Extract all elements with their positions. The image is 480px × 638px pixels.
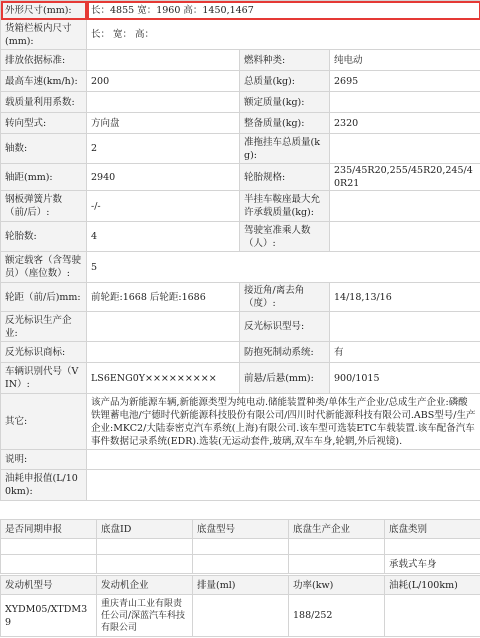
- dims-value: [87, 1, 480, 20]
- seats-label: 额定载客（含驾驶员）（座位数）:: [1, 252, 87, 283]
- seats-value: 5: [87, 252, 480, 283]
- spring-value: -/-: [87, 191, 240, 222]
- table-row: [1, 539, 480, 555]
- chassis-header-cell: 是否同期申报: [1, 520, 97, 539]
- total-mass-label: 总质量(kg):: [240, 71, 330, 92]
- chassis-header-cell: 底盘生产企业: [289, 520, 385, 539]
- refl-model-label: 反光标识型号:: [240, 312, 330, 342]
- fuel-cons-value: [87, 470, 480, 501]
- dims-row: [1, 1, 480, 20]
- table-cell: [193, 555, 289, 574]
- curb-label: 整备质量(kg):: [240, 113, 330, 134]
- table-cell: [97, 555, 193, 574]
- wheelbase-label: 轴距(mm):: [1, 164, 87, 191]
- table-cell: [193, 595, 289, 637]
- table-cell: 承载式车身: [385, 555, 480, 574]
- angle-label: 接近角/离去角（度）:: [240, 283, 330, 312]
- chassis-header-cell: 底盘型号: [193, 520, 289, 539]
- rated-load-value: [330, 92, 480, 113]
- vin-label: 车辆识别代号（VIN）:: [1, 363, 87, 394]
- wheelbase-value: 2940: [87, 164, 240, 191]
- engine-table: [0, 575, 480, 637]
- emission-label: 排放依据标准:: [1, 50, 87, 71]
- engine-header-cell: 发动机型号: [1, 576, 97, 595]
- table-cell: XYDM05/XTDM39: [1, 595, 97, 637]
- fuel-label: 燃料种类:: [240, 50, 330, 71]
- load-util-value: [87, 92, 240, 113]
- engine-header-cell: 功率(kw): [289, 576, 385, 595]
- saddle-label: 半挂车鞍座最大允许承载质量(kg):: [240, 191, 330, 222]
- total-mass-value: 2695: [330, 71, 480, 92]
- axles-value: 2: [87, 134, 240, 164]
- rated-load-label: 额定质量(kg):: [240, 92, 330, 113]
- spring-label: 钢板弹簧片数（前/后）:: [1, 191, 87, 222]
- refl-maker-value: [87, 312, 240, 342]
- cargo-dims-value: 长： 宽： 高：: [87, 20, 480, 50]
- table-cell: 188/252: [289, 595, 385, 637]
- engine-header-cell: 排量(ml): [193, 576, 289, 595]
- other-label: 其它:: [1, 394, 87, 450]
- steering-label: 转向型式:: [1, 113, 87, 134]
- refl-brand-label: 反光标识商标:: [1, 342, 87, 363]
- tire-label: 轮胎规格:: [240, 164, 330, 191]
- desc-value: [87, 450, 480, 470]
- vin-value: LS6ENG0Y×××××××××: [87, 363, 240, 394]
- cargo-dims-label: 货箱栏板内尺寸(mm):: [1, 20, 87, 50]
- dims-value-text: 长：4855 宽：1960 高：1450,1467: [91, 4, 254, 16]
- refl-brand-value: [87, 342, 240, 363]
- load-util-label: 载质量利用系数:: [1, 92, 87, 113]
- trailer-total-label: 准拖挂车总质量(kg):: [240, 134, 330, 164]
- fuel-cons-label: 油耗申报值(L/100km):: [1, 470, 87, 501]
- trailer-total-value: [330, 134, 480, 164]
- chassis-header-row: [1, 520, 480, 539]
- table-cell: [385, 595, 480, 637]
- abs-label: 防抱死制动系统:: [240, 342, 330, 363]
- tire-value: 235/45R20,255/45R20,245/40R21: [330, 164, 480, 191]
- overhang-value: 900/1015: [330, 363, 480, 394]
- tires-count-label: 轮胎数:: [1, 222, 87, 252]
- curb-value: 2320: [330, 113, 480, 134]
- table-cell: [289, 555, 385, 574]
- steering-value: 方向盘: [87, 113, 240, 134]
- table-cell: [1, 539, 97, 555]
- table-cell: [1, 555, 97, 574]
- table-cell: [385, 539, 480, 555]
- engine-header-cell: 发动机企业: [97, 576, 193, 595]
- refl-maker-label: 反光标识生产企业:: [1, 312, 87, 342]
- dims-label: 外形尺寸(mm):: [1, 1, 87, 20]
- chassis-header-cell: 底盘类别: [385, 520, 480, 539]
- refl-model-value: [330, 312, 480, 342]
- speed-label: 最高车速(km/h):: [1, 71, 87, 92]
- engine-header-row: [1, 576, 480, 595]
- track-value: 前轮距:1668 后轮距:1686: [87, 283, 240, 312]
- table-cell: 重庆青山工业有限责任公司/深蓝汽车科技有限公司: [97, 595, 193, 637]
- tires-count-value: 4: [87, 222, 240, 252]
- table-cell: [193, 539, 289, 555]
- emission-value: [87, 50, 240, 71]
- cab-label: 驾驶室准乘人数（人）:: [240, 222, 330, 252]
- chassis-header-cell: 底盘ID: [97, 520, 193, 539]
- table-row: [1, 595, 480, 637]
- engine-header-cell: 油耗(L/100km): [385, 576, 480, 595]
- other-value: 该产品为新能源车辆,新能源类型为纯电动.储能装置种类/单体生产企业/总成生产企业:磷酸铁锂蓄电池/宁德时代新能源科技股份有限公司/四川时代新能源科技有限公司.ABS型号/生产企业:MKC2/大陆泰密克汽车系统(上海)有限公司.该车型可选装ETC车载装置.该车配备汽车事件数据记录系统(EDR).选装(无运动套件,玻璃,双车车身,轮辋,外后视镜).: [87, 394, 480, 450]
- desc-label: 说明:: [1, 450, 87, 470]
- saddle-value: [330, 191, 480, 222]
- angle-value: 14/18,13/16: [330, 283, 480, 312]
- axles-label: 轴数:: [1, 134, 87, 164]
- speed-value: 200: [87, 71, 240, 92]
- cab-value: [330, 222, 480, 252]
- fuel-value: 纯电动: [330, 50, 480, 71]
- table-cell: [97, 539, 193, 555]
- chassis-table: [0, 519, 480, 574]
- track-label: 轮距（前/后)mm:: [1, 283, 87, 312]
- table-row: [1, 555, 480, 574]
- table-cell: [289, 539, 385, 555]
- overhang-label: 前悬/后悬(mm):: [240, 363, 330, 394]
- abs-value: 有: [330, 342, 480, 363]
